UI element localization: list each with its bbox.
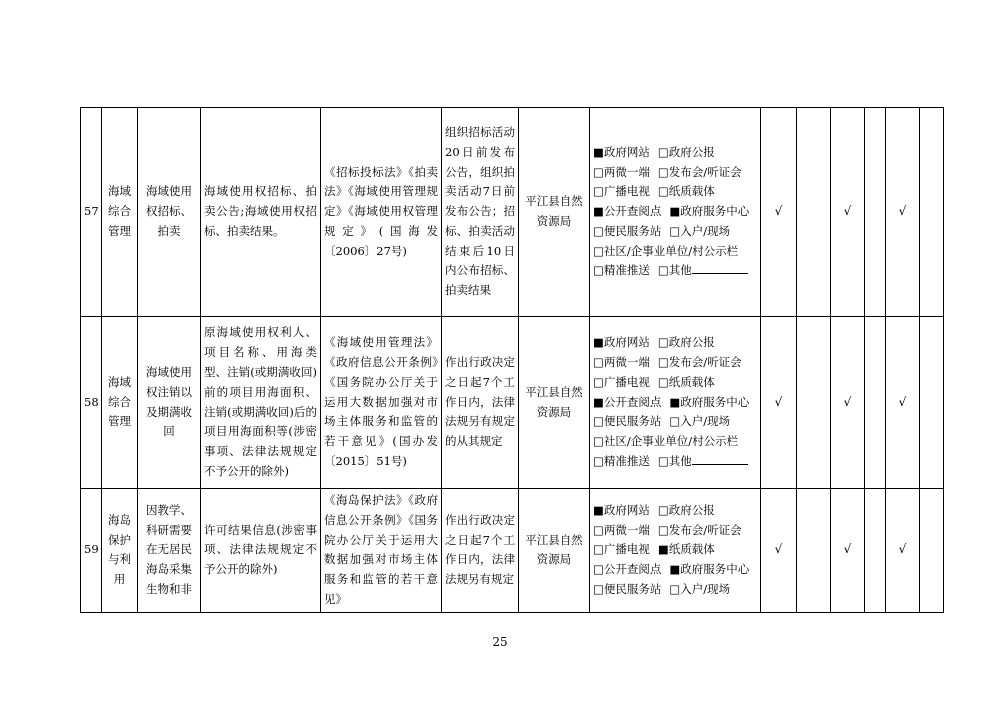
- channel-option: □便民服务站: [593, 414, 662, 429]
- channel-option: □两微一端: [593, 522, 650, 537]
- basis-cell: 《海岛保护法》《政府信息公开条例》《国务院办公厅关于运用大数据加强对市场主体服务和监管的若干意见》: [321, 489, 442, 613]
- check-cell: √: [831, 108, 865, 317]
- category-cell: 海域综合管理: [102, 317, 138, 489]
- check-cell: [865, 317, 886, 489]
- page-number: 25: [492, 635, 508, 649]
- channel-line: [593, 501, 757, 521]
- channel-line: [593, 373, 757, 393]
- channel-option: ■纸质载体: [657, 542, 715, 557]
- check-cell: [920, 108, 944, 317]
- channel-option: ■公开查阅点: [593, 204, 662, 219]
- table-row: [81, 489, 944, 613]
- channel-option: □社区/企事业单位/村公示栏: [593, 434, 739, 449]
- channel-option: □便民服务站: [593, 223, 662, 238]
- check-cell: [920, 489, 944, 613]
- channel-line: [593, 333, 757, 353]
- check-cell: √: [886, 489, 920, 613]
- subject-cell: 平江县自然资源局: [519, 317, 590, 489]
- channel-line: [593, 222, 757, 242]
- channel-option: □广播电视: [593, 184, 650, 199]
- channel-line: [593, 412, 757, 432]
- check-cell: [865, 108, 886, 317]
- channel-option: □发布会/听证会: [657, 355, 742, 369]
- channel-option: ■政府网站: [593, 502, 650, 517]
- fill-in-blank: [692, 454, 748, 465]
- row-number: 57: [81, 108, 102, 317]
- item-cell: 海域使用权注销以及期满收回: [138, 317, 201, 489]
- channel-option: □两微一端: [593, 355, 650, 369]
- check-cell: [797, 108, 831, 317]
- channel-option: ■政府网站: [593, 335, 650, 350]
- channel-option: ■政府网站: [593, 144, 650, 159]
- table-row: [81, 317, 944, 489]
- check-cell: [865, 489, 886, 613]
- content-cell: 许可结果信息(涉密事项、法律法规规定不予公开的除外): [201, 489, 321, 613]
- category-cell: 海岛保护与利用: [102, 489, 138, 613]
- channel-line: [593, 540, 757, 560]
- channel-option: □纸质载体: [657, 374, 715, 389]
- timeline-cell: 作出行政决定之日起7个工作日内，法律法规另有规定: [442, 489, 519, 613]
- channel-option: □广播电视: [593, 542, 650, 557]
- channel-option: ■政府服务中心: [669, 204, 750, 219]
- category-cell: 海域综合管理: [102, 108, 138, 317]
- channel-option: □精准推送: [593, 263, 650, 278]
- channel-option: □纸质载体: [657, 184, 715, 199]
- channel-option: □便民服务站: [593, 582, 662, 597]
- channel-line: [593, 143, 757, 163]
- channel-option: ■政府服务中心: [669, 562, 750, 577]
- disclosure-table: [80, 107, 944, 613]
- channel-option: □公开查阅点: [593, 562, 662, 577]
- check-cell: √: [831, 489, 865, 613]
- channel-line: [593, 560, 757, 580]
- check-cell: √: [831, 317, 865, 489]
- row-number: 59: [81, 489, 102, 613]
- basis-cell: 《招标投标法》《拍卖法》《海域使用管理规定》《海域使用权管理规定》(国海发〔2006〕27号): [321, 108, 442, 317]
- content-cell: 原海域使用权利人、项目名称、用海类型、注销(或期满收回)前的项目用海面积、注销(或期满收回)后的项目用海面积等(涉密事项、法律法规规定不予公开的除外): [201, 317, 321, 489]
- check-cell: √: [761, 108, 797, 317]
- channel-option: ■公开查阅点: [593, 394, 662, 409]
- channel-option: □两微一端: [593, 164, 650, 179]
- basis-cell: 《海域使用管理法》《政府信息公开条例》《国务院办公厅关于运用大数据加强对市场主体服务和监管的若干意见》(国办发〔2015〕51号): [321, 317, 442, 489]
- channel-line: [593, 393, 757, 413]
- channel-line: [593, 452, 757, 472]
- item-cell: 因教学、科研需要在无居民海岛采集生物和非: [138, 489, 201, 613]
- channel-line: [593, 163, 757, 183]
- subject-cell: 平江县自然资源局: [519, 489, 590, 613]
- channel-line: [593, 432, 757, 452]
- channel-option: □发布会/听证会: [657, 164, 742, 179]
- timeline-cell: 组织招标活动20日前发布公告，组织拍卖活动7日前发布公告；招标、拍卖活动结束后10日内公布招标、拍卖结果: [442, 108, 519, 317]
- channel-option: ■政府服务中心: [669, 394, 750, 409]
- channel-line: [593, 242, 757, 262]
- check-cell: √: [761, 317, 797, 489]
- channel-option: □入户/现场: [669, 414, 731, 429]
- channel-option: □政府公报: [657, 144, 715, 159]
- check-cell: √: [886, 317, 920, 489]
- channel-option: □政府公报: [657, 335, 715, 350]
- channel-option: □其他: [657, 453, 692, 468]
- timeline-cell: 作出行政决定之日起7个工作日内，法律法规另有规定的从其规定: [442, 317, 519, 489]
- row-number: 58: [81, 317, 102, 489]
- channel-line: [593, 182, 757, 202]
- table-row: [81, 108, 944, 317]
- channel-option: □发布会/听证会: [657, 522, 742, 537]
- channel-option: □政府公报: [657, 502, 715, 517]
- channel-option: □社区/企事业单位/村公示栏: [593, 243, 739, 258]
- channels-cell: [590, 489, 761, 613]
- channel-line: [593, 261, 757, 281]
- item-cell: 海域使用权招标、拍卖: [138, 108, 201, 317]
- channel-line: [593, 353, 757, 373]
- check-cell: √: [886, 108, 920, 317]
- fill-in-blank: [692, 263, 748, 274]
- channel-line: [593, 202, 757, 222]
- check-cell: √: [761, 489, 797, 613]
- content-cell: 海域使用权招标、拍卖公告;海域使用权招标、拍卖结果。: [201, 108, 321, 317]
- check-cell: [797, 317, 831, 489]
- channel-option: □广播电视: [593, 374, 650, 389]
- channel-line: [593, 521, 757, 541]
- check-cell: [797, 489, 831, 613]
- channel-option: □入户/现场: [669, 223, 731, 238]
- check-cell: [920, 317, 944, 489]
- channels-cell: [590, 108, 761, 317]
- subject-cell: 平江县自然资源局: [519, 108, 590, 317]
- channel-option: □精准推送: [593, 453, 650, 468]
- channel-line: [593, 580, 757, 600]
- channel-option: □其他: [657, 263, 692, 278]
- channels-cell: [590, 317, 761, 489]
- channel-option: □入户/现场: [669, 582, 731, 597]
